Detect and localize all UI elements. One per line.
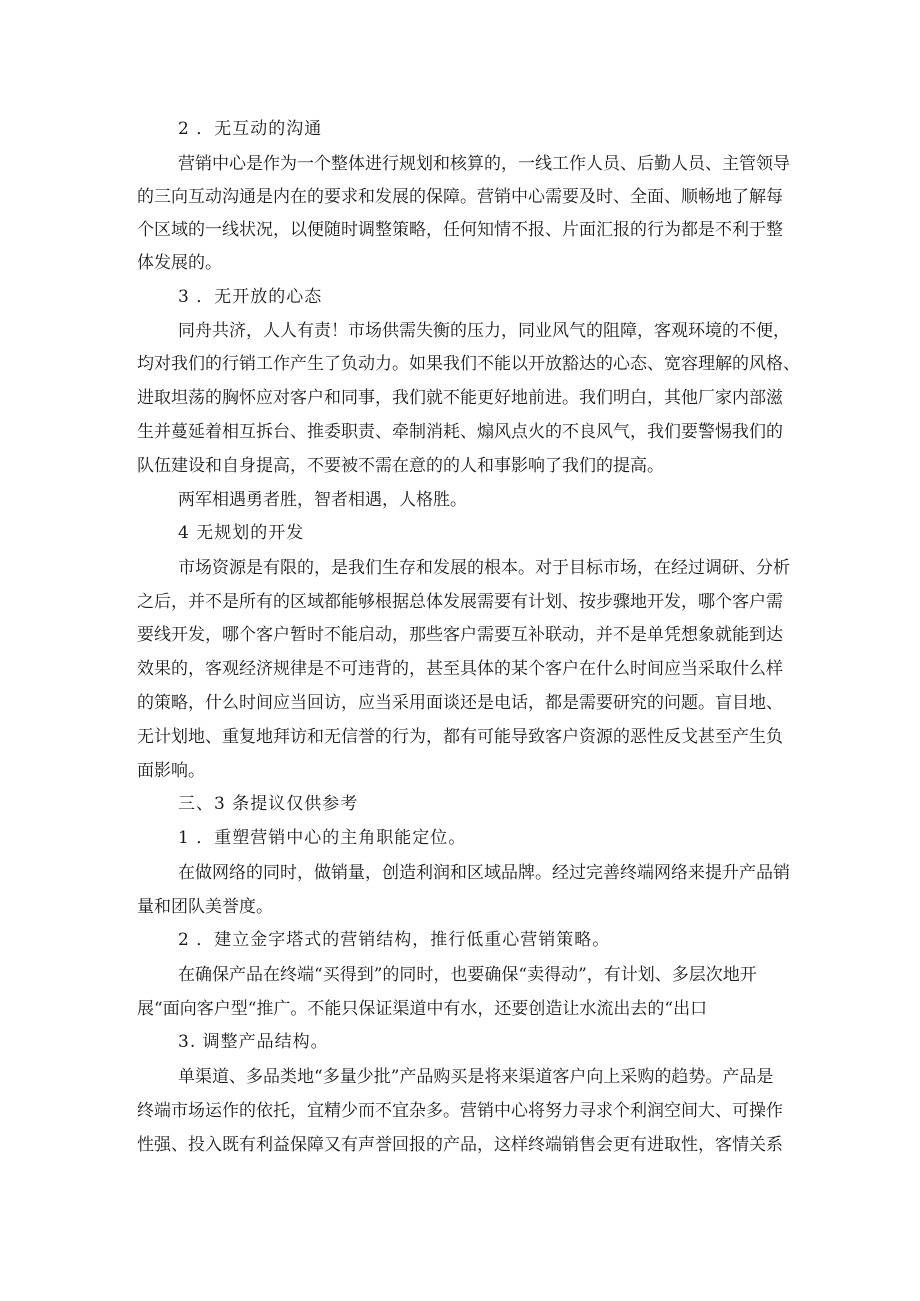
paragraph-line: 营销中心是作为一个整体进行规划和核算的，一线工作人员、后勤人员、主管领导 [178,154,790,174]
section-heading: 1 ．重塑营销中心的主角职能定位。 [178,828,467,848]
paragraph-line: 要线开发，哪个客户暂时不能启动，那些客户需要互补联动，并不是单凭想象就能到达 [137,625,783,645]
section-heading: 2 ．建立金字塔式的营销结构，推行低重心营销策略。 [178,930,611,950]
section-heading: 3. 调整产品结构。 [178,1032,329,1052]
paragraph-line: 之后，并不是所有的区域都能够根据总体发展需要有计划、按步骤地开发，哪个客户需 [137,592,783,612]
paragraph-line: 性强、投入既有利益保障又有声誉回报的产品，这样终端销售会更有进取性，客情关系 [137,1135,783,1155]
paragraph-line: 两军相遇勇者胜，智者相遇，人格胜。 [178,490,467,510]
paragraph-line: 的策略，什么时间应当回访，应当采用面谈还是电话，都是需要研究的问题。盲目地、 [137,693,783,713]
paragraph-line: 体发展的。 [137,253,222,273]
section-heading: 2 ．无互动的沟通 [178,119,323,139]
paragraph-line: 个区域的一线状况，以便随时调整策略，任何知情不报、片面汇报的行为都是不利于整 [137,220,783,240]
paragraph-line: 单渠道、多品类地“多量少批”产品购买是将来渠道客户向上采购的趋势。产品是 [178,1067,774,1087]
paragraph-line: 面影响。 [137,761,205,781]
paragraph-line: 同舟共济，人人有责！市场供需失衡的压力，同业风气的阻障，客观环境的不便， [178,321,790,341]
paragraph-line: 进取坦荡的胸怀应对客户和同事，我们就不能更好地前进。我们明白，其他厂家内部滋 [137,388,783,408]
paragraph-line: 在做网络的同时，做销量，创造利润和区域品牌。经过完善终端网络来提升产品销 [178,863,790,883]
paragraph-line: 队伍建设和自身提高，不要被不需在意的的人和事影响了我们的提高。 [137,456,664,476]
section-heading: 4 无规划的开发 [178,523,305,543]
paragraph-line: 在确保产品在终端“买得到”的同时，也要确保“卖得动”，有计划、多层次地开 [178,965,757,985]
paragraph-line: 均对我们的行销工作产生了负动力。如果我们不能以开放豁达的心态、宽容理解的风格、 [137,354,800,374]
paragraph-line: 效果的，客观经济规律是不可违背的，甚至具体的某个客户在什么时间应当采取什么样 [137,659,783,679]
paragraph-line: 展“面向客户型“推广。不能只保证渠道中有水，还要创造让水流出去的“出口 [137,999,708,1019]
paragraph-line: 无计划地、重复地拜访和无信誉的行为，都有可能导致客户资源的恶性反戈甚至产生负 [137,727,783,747]
paragraph-line: 生并蔓延着相互拆台、推委职责、牵制消耗、煽风点火的不良风气，我们要警惕我们的 [137,422,783,442]
paragraph-line: 量和团队美誉度。 [137,897,273,917]
section-heading: 3 ．无开放的心态 [178,287,323,307]
paragraph-line: 市场资源是有限的，是我们生存和发展的根本。对于目标市场，在经过调研、分析 [178,558,790,578]
paragraph-line: 的三向互动沟通是内在的要求和发展的保障。营销中心需要及时、全面、顺畅地了解每 [137,187,783,207]
paragraph-line: 终端市场运作的依托，宜精少而不宜杂多。营销中心将努力寻求个利润空间大、可操作 [137,1101,783,1121]
section-heading: 三、3 条提议仅供参考 [178,794,359,814]
